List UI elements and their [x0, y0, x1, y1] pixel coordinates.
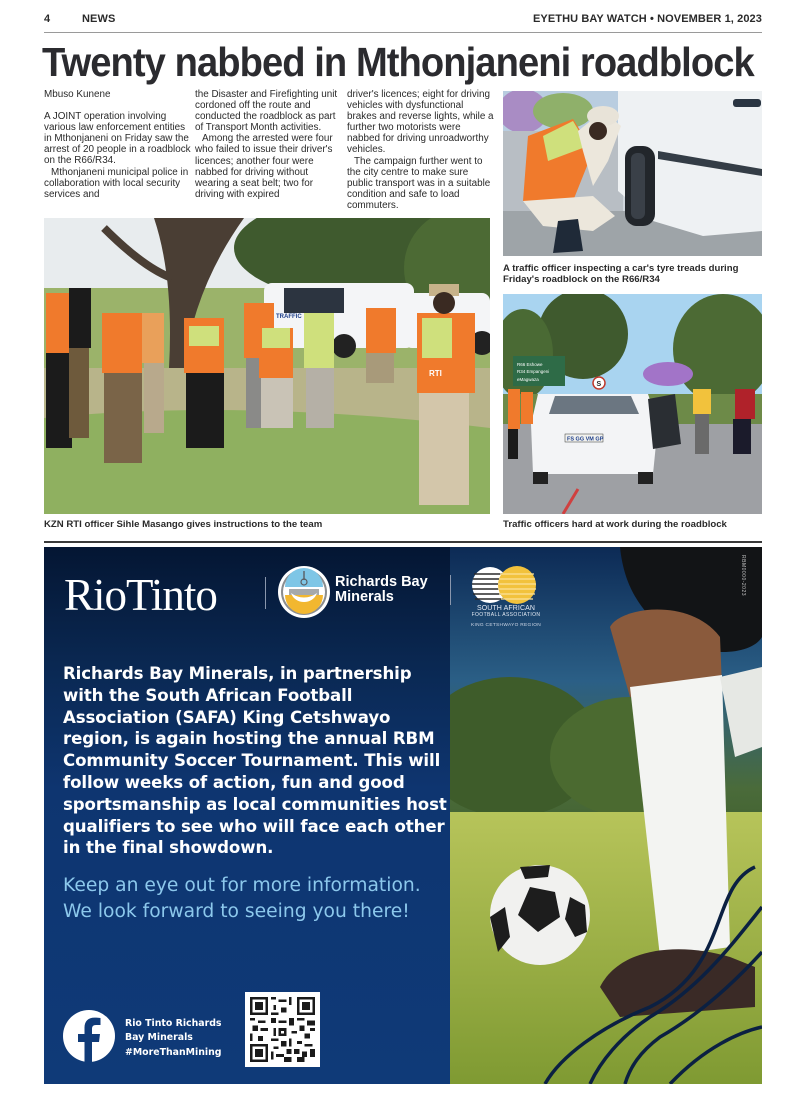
rbm-wordmark: [335, 575, 428, 605]
svg-text:RTI: RTI: [429, 369, 442, 378]
page-number: 4: [44, 13, 51, 25]
article-headline: Twenty nabbed in Mthonjaneni roadblock: [42, 39, 754, 85]
article-column-1: [44, 89, 192, 200]
page-folio: [44, 13, 762, 27]
tyre-inspection-image: [503, 91, 762, 256]
photo-tyre-inspection: [503, 91, 762, 256]
photo-caption-tyre: A traffic officer inspecting a car's tyre treads during Friday's roadblock on the R66/R34: [503, 263, 739, 285]
qr-code[interactable]: [245, 992, 320, 1067]
paragraph: Mthonjaneni municipal police in collaboration with local security services and: [44, 166, 189, 200]
rio-tinto-logo: RioTinto: [64, 570, 217, 620]
officers-briefing-image: [44, 218, 490, 514]
qr-code-icon: [250, 997, 315, 1062]
safa-name-line2: FOOTBALL ASSOCIATION: [471, 612, 541, 618]
svg-text:eMagwaza: eMagwaza: [517, 377, 539, 382]
publication-dateline: EYETHU BAY WATCH • NOVEMBER 1, 2023: [532, 13, 762, 25]
paragraph: Among the arrested were four who failed to issue their driver's licences; another four were nabbed for driving without wearing a seat belt; two for driving with expired: [195, 133, 333, 200]
safa-logo-icon: [470, 564, 540, 606]
advert-body-text: Richards Bay Minerals, in partnership with the South African Football Association (SAFA) King Cetshwayo region, is again hosting the annual RBM Community Soccer Tournament. This will follow weeks of action, fun and good sportsmanship as local communities host qualifiers to see who will face each other in the final showdown.: [63, 664, 447, 858]
section-label: NEWS: [82, 13, 116, 25]
facebook-icon[interactable]: [62, 1009, 116, 1063]
advert-call-to-action: Keep an eye out for more information. We look forward to seeing you there!: [63, 875, 421, 922]
logo-divider: [265, 577, 266, 609]
advert-code: RBM0000-2023: [740, 555, 746, 597]
logo-divider-2: [450, 575, 451, 605]
rbm-wordmark-line2: Minerals: [335, 589, 394, 605]
safa-region: KING CETSHWAYO REGION: [471, 623, 541, 628]
svg-text:S: S: [596, 381, 602, 388]
svg-text:R66 Eshowe: R66 Eshowe: [517, 362, 543, 367]
svg-text:TRAFFIC: TRAFFIC: [276, 314, 302, 320]
facebook-handle-line2: Bay Minerals: [125, 1032, 193, 1044]
facebook-handle-line1: Rio Tinto Richards: [125, 1018, 222, 1029]
article-column-2: [195, 89, 343, 200]
svg-text:R34 Empangeni: R34 Empangeni: [517, 369, 550, 374]
section-divider: [44, 541, 762, 543]
roadblock-car-image: [503, 294, 762, 514]
article-byline: Mbuso Kunene: [44, 89, 111, 100]
rbm-wordmark-line1: Richards Bay: [335, 574, 428, 590]
photo-caption-car: Traffic officers hard at work during the roadblock: [503, 519, 727, 530]
photo-roadblock-car: [503, 294, 762, 514]
photo-officers-briefing: [44, 218, 490, 514]
folio-divider: [44, 32, 762, 33]
article-column-3: [347, 89, 495, 211]
svg-text:FS GG VM GP: FS GG VM GP: [567, 436, 604, 443]
paragraph: A JOINT operation involving various law enforcement entities in Mthonjaneni on Friday saw the arrest of 20 people in a roadblock on the R66/R34.: [44, 111, 191, 167]
paragraph: driver's licences; eight for driving vehicles with dysfunctional brakes and reverse lights, while a further two motorists were nabbed for driving unroadworthy vehicles.: [347, 89, 494, 156]
photo-caption-main: KZN RTI officer Sihle Masango gives instructions to the team: [44, 519, 323, 530]
facebook-handle[interactable]: [125, 1017, 222, 1060]
paragraph: The campaign further went to the city centre to make sure public transport was in a suitable condition and safe to load commuters.: [347, 155, 491, 211]
safa-name-line1: SOUTH AFRICAN: [476, 605, 536, 612]
paragraph: the Disaster and Firefighting unit cordoned off the route and conducted the roadblock as part of Transport Month activities.: [195, 89, 338, 134]
facebook-hashtag: #MoreThanMining: [125, 1046, 222, 1058]
rbm-advert: [44, 547, 762, 1084]
rbm-emblem-icon: [277, 565, 331, 619]
